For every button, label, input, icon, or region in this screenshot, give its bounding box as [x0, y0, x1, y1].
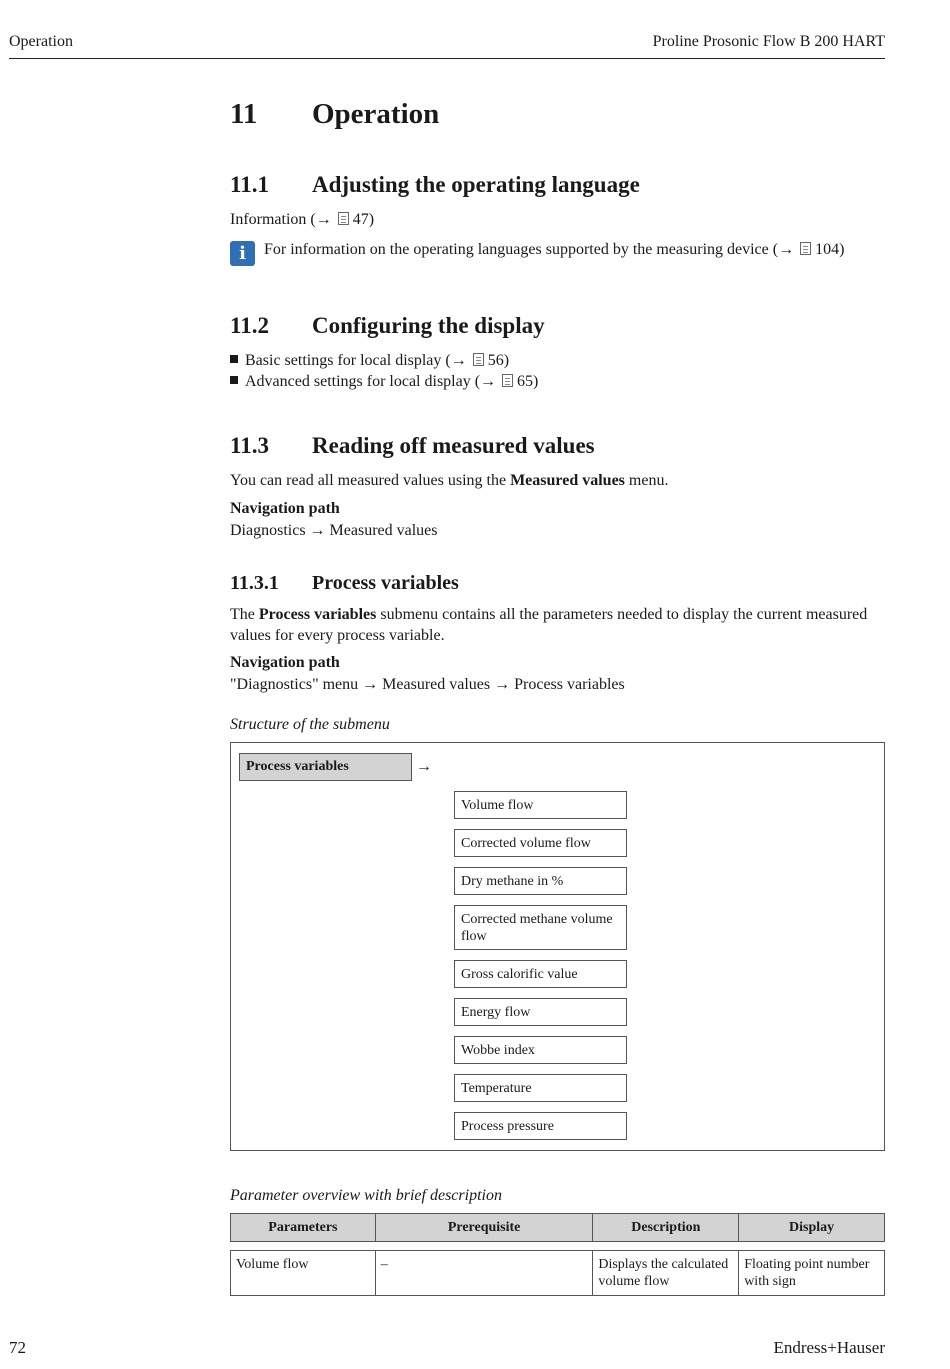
intro-text: menu. — [624, 472, 669, 489]
parameter-table-body — [230, 1250, 885, 1296]
table-header-cell: Parameters — [231, 1214, 376, 1242]
navigation-path-heading: Navigation path — [230, 654, 340, 671]
intro-text: You can read all measured values using the — [230, 472, 511, 489]
structure-item: Volume flow — [454, 791, 627, 819]
page-reference-icon — [338, 212, 349, 225]
chapter-title: Operation — [312, 98, 440, 130]
navigation-path: "Diagnostics" menu → Measured values → Process variables — [230, 676, 625, 693]
section-heading-11-3 — [230, 433, 595, 459]
subsection-number: 11.3.1 — [230, 572, 279, 594]
section-number: 11.2 — [230, 313, 269, 338]
structure-item: Wobbe index — [454, 1036, 627, 1064]
structure-item: Temperature — [454, 1074, 627, 1102]
bullet-square-icon — [230, 355, 238, 363]
info-icon: i — [230, 241, 255, 266]
page-reference-icon — [800, 242, 811, 255]
header-rule — [9, 58, 885, 59]
structure-root-box: Process variables — [239, 753, 412, 781]
table-caption: Parameter overview with brief description — [230, 1187, 502, 1204]
structure-item: Dry methane in % — [454, 867, 627, 895]
intro-text: submenu contains all the parameters needed to display the current measured — [376, 606, 868, 623]
info-note-page[interactable]: 104) — [815, 241, 845, 258]
running-header-product: Proline Prosonic Flow B 200 HART — [652, 33, 885, 50]
chapter-number: 11 — [230, 98, 258, 130]
table-header-cell: Description — [593, 1214, 739, 1242]
list-item — [230, 371, 538, 392]
section-title: Reading off measured values — [312, 433, 595, 458]
navigation-path-heading: Navigation path — [230, 500, 340, 517]
navigation-path: Diagnostics → Measured values — [230, 522, 438, 539]
subsection-title: Process variables — [312, 572, 459, 594]
table-cell: Floating point number with sign — [739, 1251, 885, 1296]
info-note-text: For information on the operating languages supported by the measuring device (→ — [264, 241, 795, 258]
table-cell: Displays the calculated volume flow — [593, 1251, 739, 1296]
page-reference-icon — [473, 353, 484, 366]
list-item-page[interactable]: 65) — [517, 373, 539, 390]
footer-brand: Endress+Hauser — [773, 1338, 885, 1357]
structure-item: Process pressure — [454, 1112, 627, 1140]
table-header-cell: Display — [739, 1214, 885, 1242]
running-header-section: Operation — [9, 33, 73, 50]
subsection-intro — [230, 604, 890, 625]
subsection-heading-11-3-1 — [230, 572, 459, 595]
page-reference-icon — [502, 374, 513, 387]
structure-caption: Structure of the submenu — [230, 716, 390, 733]
info-note — [264, 239, 844, 260]
subsection-intro-line2: values for every process variable. — [230, 627, 445, 644]
structure-item: Corrected methane volume flow — [454, 905, 627, 950]
list-item-text: Advanced settings for local display (→ — [245, 373, 497, 390]
section-heading-11-2 — [230, 313, 545, 339]
bullet-square-icon — [230, 376, 238, 384]
section-number: 11.1 — [230, 172, 269, 197]
section-intro — [230, 470, 668, 491]
info-reference-text: Information (→ — [230, 211, 332, 228]
table-header-cell: Prerequisite — [375, 1214, 593, 1242]
section-number: 11.3 — [230, 433, 269, 458]
list-item-page[interactable]: 56) — [487, 352, 510, 369]
intro-text: The — [230, 606, 259, 623]
list-item-text: Basic settings for local display (→ — [245, 352, 467, 369]
intro-emphasis: Process variables — [258, 606, 377, 623]
section-title: Adjusting the operating language — [312, 172, 640, 197]
table-cell: Volume flow — [231, 1251, 376, 1296]
structure-item: Corrected volume flow — [454, 829, 627, 857]
intro-emphasis: Measured values — [510, 472, 625, 489]
section-heading-11-1 — [230, 172, 640, 198]
table-row — [231, 1251, 885, 1296]
list-item — [230, 350, 509, 371]
info-reference-page[interactable]: 47) — [352, 211, 375, 228]
parameter-table-header — [230, 1213, 885, 1242]
chapter-heading — [230, 98, 439, 131]
structure-item: Gross calorific value — [454, 960, 627, 988]
page-number: 72 — [9, 1338, 26, 1357]
section-title: Configuring the display — [312, 313, 545, 338]
info-reference — [230, 209, 374, 230]
table-cell: – — [375, 1251, 593, 1296]
right-arrow-icon: → — [416, 758, 432, 775]
structure-item: Energy flow — [454, 998, 627, 1026]
